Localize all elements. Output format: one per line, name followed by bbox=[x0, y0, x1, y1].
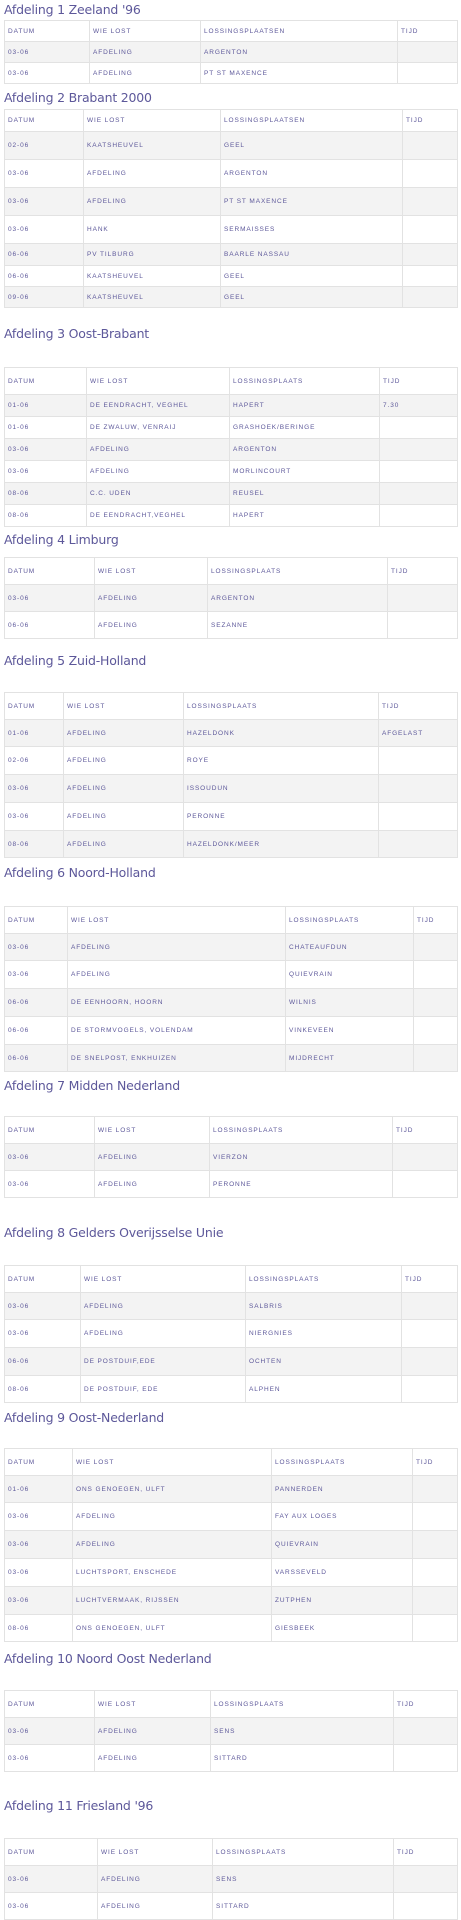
cell-wie-lost: KAATSHEUVEL bbox=[84, 132, 221, 160]
cell-tijd bbox=[380, 417, 458, 439]
cell-lossingsplaatsen: GEEL bbox=[221, 287, 403, 308]
cell-wie-lost: ONS GENOEGEN, ULFT bbox=[73, 1476, 272, 1503]
column-header-datum: DATUM bbox=[5, 907, 68, 934]
cell-datum: 08-06 bbox=[5, 505, 87, 527]
cell-datum: 03-06 bbox=[5, 461, 87, 483]
column-header-wie-lost: WIE LOST bbox=[87, 368, 230, 395]
column-header-lossingsplaatsen: LOSSINGSPLAATSEN bbox=[221, 110, 403, 132]
table-row bbox=[5, 1293, 458, 1320]
cell-tijd bbox=[414, 934, 458, 961]
cell-lossingsplaatsen: PT ST MAXENCE bbox=[221, 188, 403, 216]
section-title: Afdeling 8 Gelders Overijsselse Unie bbox=[4, 1225, 224, 1240]
schedule-table bbox=[4, 1265, 458, 1403]
cell-lossingsplaats: HAZELDONK/MEER bbox=[184, 831, 379, 858]
cell-tijd bbox=[403, 188, 458, 216]
section-title: Afdeling 7 Midden Nederland bbox=[4, 1078, 180, 1093]
column-header-wie-lost: WIE LOST bbox=[73, 1449, 272, 1476]
cell-lossingsplaats: ISSOUDUN bbox=[184, 775, 379, 803]
cell-lossingsplaats: PERONNE bbox=[184, 803, 379, 831]
cell-tijd bbox=[394, 1893, 458, 1920]
column-header-lossingsplaats: LOSSINGSPLAATS bbox=[286, 907, 414, 934]
cell-datum: 03-06 bbox=[5, 439, 87, 461]
column-header-wie-lost: WIE LOST bbox=[68, 907, 286, 934]
cell-tijd bbox=[398, 42, 458, 63]
table-header-row bbox=[5, 693, 458, 720]
table-row bbox=[5, 1376, 458, 1403]
cell-wie-lost: AFDELING bbox=[64, 803, 184, 831]
cell-lossingsplaats: VARSSEVELD bbox=[272, 1559, 413, 1587]
cell-lossingsplaats: SITTARD bbox=[213, 1893, 394, 1920]
table-row bbox=[5, 803, 458, 831]
section-title: Afdeling 2 Brabant 2000 bbox=[4, 90, 152, 105]
table-row bbox=[5, 216, 458, 244]
table-header-row bbox=[5, 1449, 458, 1476]
column-header-tijd: TIJD bbox=[388, 558, 458, 585]
column-header-tijd: TIJD bbox=[394, 1691, 458, 1718]
column-header-datum: DATUM bbox=[5, 1691, 95, 1718]
column-header-lossingsplaats: LOSSINGSPLAATS bbox=[184, 693, 379, 720]
table-header-row bbox=[5, 907, 458, 934]
cell-datum: 06-06 bbox=[5, 1017, 68, 1045]
cell-wie-lost: DE EENDRACHT,VEGHEL bbox=[87, 505, 230, 527]
cell-tijd bbox=[413, 1531, 458, 1559]
table-row bbox=[5, 1615, 458, 1642]
cell-wie-lost: AFDELING bbox=[98, 1866, 213, 1893]
table-row bbox=[5, 775, 458, 803]
cell-wie-lost: DE SNELPOST, ENKHUIZEN bbox=[68, 1045, 286, 1072]
table-header-row bbox=[5, 21, 458, 42]
section-title: Afdeling 6 Noord-Holland bbox=[4, 865, 156, 880]
cell-wie-lost: AFDELING bbox=[73, 1503, 272, 1531]
cell-lossingsplaatsen: SERMAISSES bbox=[221, 216, 403, 244]
cell-wie-lost: DE ZWALUW, VENRAIJ bbox=[87, 417, 230, 439]
table-row bbox=[5, 1320, 458, 1348]
cell-datum: 09-06 bbox=[5, 287, 84, 308]
cell-lossingsplaats: SITTARD bbox=[211, 1745, 394, 1772]
cell-lossingsplaats: WILNIS bbox=[286, 989, 414, 1017]
table-row bbox=[5, 1476, 458, 1503]
schedule-table bbox=[4, 367, 458, 527]
cell-lossingsplaatsen: PT ST MAXENCE bbox=[201, 63, 398, 84]
cell-tijd bbox=[403, 266, 458, 287]
column-header-datum: DATUM bbox=[5, 693, 64, 720]
cell-tijd bbox=[402, 1376, 458, 1403]
cell-tijd: 7.30 bbox=[380, 395, 458, 417]
table-row bbox=[5, 63, 458, 84]
cell-datum: 03-06 bbox=[5, 42, 90, 63]
schedule-table bbox=[4, 1690, 458, 1772]
column-header-datum: DATUM bbox=[5, 558, 95, 585]
table-row bbox=[5, 1718, 458, 1745]
cell-wie-lost: AFDELING bbox=[64, 831, 184, 858]
section-title: Afdeling 4 Limburg bbox=[4, 532, 119, 547]
cell-lossingsplaats: MIJDRECHT bbox=[286, 1045, 414, 1072]
cell-datum: 03-06 bbox=[5, 160, 84, 188]
cell-lossingsplaats: SALBRIS bbox=[246, 1293, 402, 1320]
cell-wie-lost: AFDELING bbox=[73, 1531, 272, 1559]
cell-lossingsplaats: REUSEL bbox=[230, 483, 380, 505]
cell-lossingsplaats: PANNERDEN bbox=[272, 1476, 413, 1503]
column-header-lossingsplaats: LOSSINGSPLAATS bbox=[210, 1117, 393, 1144]
cell-tijd bbox=[379, 747, 458, 775]
table-row bbox=[5, 505, 458, 527]
column-header-datum: DATUM bbox=[5, 1117, 95, 1144]
column-header-lossingsplaats: LOSSINGSPLAATS bbox=[272, 1449, 413, 1476]
column-header-lossingsplaats: LOSSINGSPLAATS bbox=[230, 368, 380, 395]
cell-tijd bbox=[388, 612, 458, 639]
column-header-wie-lost: WIE LOST bbox=[90, 21, 201, 42]
cell-wie-lost: AFDELING bbox=[90, 42, 201, 63]
cell-datum: 06-06 bbox=[5, 612, 95, 639]
cell-datum: 03-06 bbox=[5, 775, 64, 803]
column-header-wie-lost: WIE LOST bbox=[98, 1839, 213, 1866]
cell-datum: 06-06 bbox=[5, 1045, 68, 1072]
table-row bbox=[5, 395, 458, 417]
cell-wie-lost: AFDELING bbox=[64, 747, 184, 775]
cell-wie-lost: AFDELING bbox=[95, 612, 208, 639]
column-header-wie-lost: WIE LOST bbox=[64, 693, 184, 720]
cell-datum: 03-06 bbox=[5, 1745, 95, 1772]
table-row bbox=[5, 287, 458, 308]
table-row bbox=[5, 1348, 458, 1376]
cell-lossingsplaats: SENS bbox=[211, 1718, 394, 1745]
table-row bbox=[5, 244, 458, 266]
cell-wie-lost: AFDELING bbox=[84, 188, 221, 216]
cell-tijd bbox=[403, 160, 458, 188]
cell-tijd bbox=[414, 1045, 458, 1072]
cell-wie-lost: AFDELING bbox=[68, 961, 286, 989]
schedule-table bbox=[4, 557, 458, 639]
column-header-wie-lost: WIE LOST bbox=[95, 1691, 211, 1718]
cell-lossingsplaats: SENS bbox=[213, 1866, 394, 1893]
cell-datum: 08-06 bbox=[5, 1376, 81, 1403]
cell-lossingsplaatsen: GEEL bbox=[221, 132, 403, 160]
table-row bbox=[5, 1531, 458, 1559]
table-row bbox=[5, 1559, 458, 1587]
cell-wie-lost: AFDELING bbox=[64, 720, 184, 747]
table-row bbox=[5, 1587, 458, 1615]
cell-tijd bbox=[403, 244, 458, 266]
column-header-lossingsplaats: LOSSINGSPLAATS bbox=[208, 558, 388, 585]
cell-wie-lost: DE POSTDUIF,EDE bbox=[81, 1348, 246, 1376]
cell-lossingsplaats: HAPERT bbox=[230, 505, 380, 527]
section-title: Afdeling 10 Noord Oost Nederland bbox=[4, 1651, 212, 1666]
column-header-tijd: TIJD bbox=[403, 110, 458, 132]
cell-wie-lost: C.C. UDEN bbox=[87, 483, 230, 505]
cell-datum: 03-06 bbox=[5, 1718, 95, 1745]
column-header-tijd: TIJD bbox=[402, 1266, 458, 1293]
column-header-datum: DATUM bbox=[5, 21, 90, 42]
table-row bbox=[5, 585, 458, 612]
cell-lossingsplaats: QUIEVRAIN bbox=[272, 1531, 413, 1559]
cell-datum: 01-06 bbox=[5, 1476, 73, 1503]
table-header-row bbox=[5, 558, 458, 585]
table-row bbox=[5, 747, 458, 775]
cell-datum: 08-06 bbox=[5, 1615, 73, 1642]
table-row bbox=[5, 1893, 458, 1920]
cell-tijd bbox=[380, 505, 458, 527]
cell-tijd bbox=[413, 1476, 458, 1503]
cell-wie-lost: AFDELING bbox=[81, 1320, 246, 1348]
table-row bbox=[5, 989, 458, 1017]
cell-datum: 06-06 bbox=[5, 244, 84, 266]
cell-tijd bbox=[403, 132, 458, 160]
cell-lossingsplaats: NIERGNIES bbox=[246, 1320, 402, 1348]
column-header-tijd: TIJD bbox=[393, 1117, 458, 1144]
cell-tijd bbox=[403, 216, 458, 244]
cell-lossingsplaats: ARGENTON bbox=[208, 585, 388, 612]
schedule-table bbox=[4, 906, 458, 1072]
column-header-datum: DATUM bbox=[5, 1266, 81, 1293]
cell-tijd bbox=[414, 1017, 458, 1045]
cell-lossingsplaatsen: GEEL bbox=[221, 266, 403, 287]
column-header-tijd: TIJD bbox=[380, 368, 458, 395]
cell-datum: 03-06 bbox=[5, 961, 68, 989]
table-row bbox=[5, 266, 458, 287]
table-row bbox=[5, 720, 458, 747]
cell-tijd bbox=[394, 1866, 458, 1893]
cell-tijd bbox=[413, 1587, 458, 1615]
cell-lossingsplaatsen: BAARLE NASSAU bbox=[221, 244, 403, 266]
column-header-tijd: TIJD bbox=[394, 1839, 458, 1866]
table-row bbox=[5, 483, 458, 505]
cell-lossingsplaats: ROYE bbox=[184, 747, 379, 775]
schedule-table bbox=[4, 692, 458, 858]
schedule-table bbox=[4, 20, 458, 84]
table-header-row bbox=[5, 1839, 458, 1866]
cell-datum: 06-06 bbox=[5, 1348, 81, 1376]
cell-lossingsplaats: GRASHOEK/BERINGE bbox=[230, 417, 380, 439]
cell-wie-lost: AFDELING bbox=[84, 160, 221, 188]
column-header-lossingsplaats: LOSSINGSPLAATS bbox=[213, 1839, 394, 1866]
cell-tijd bbox=[394, 1718, 458, 1745]
cell-wie-lost: AFDELING bbox=[95, 1144, 210, 1171]
cell-datum: 03-06 bbox=[5, 585, 95, 612]
cell-tijd bbox=[388, 585, 458, 612]
cell-tijd bbox=[402, 1348, 458, 1376]
cell-wie-lost: DE STORMVOGELS, VOLENDAM bbox=[68, 1017, 286, 1045]
cell-datum: 03-06 bbox=[5, 1171, 95, 1198]
section-title: Afdeling 5 Zuid-Holland bbox=[4, 653, 147, 668]
column-header-wie-lost: WIE LOST bbox=[95, 1117, 210, 1144]
column-header-datum: DATUM bbox=[5, 110, 84, 132]
column-header-datum: DATUM bbox=[5, 1839, 98, 1866]
cell-wie-lost: AFDELING bbox=[95, 1718, 211, 1745]
cell-tijd bbox=[398, 63, 458, 84]
table-row bbox=[5, 1045, 458, 1072]
schedule-table bbox=[4, 1116, 458, 1198]
table-row bbox=[5, 1171, 458, 1198]
column-header-tijd: TIJD bbox=[413, 1449, 458, 1476]
cell-tijd bbox=[393, 1144, 458, 1171]
section-title: Afdeling 3 Oost-Brabant bbox=[4, 326, 149, 341]
cell-datum: 06-06 bbox=[5, 266, 84, 287]
cell-datum: 03-06 bbox=[5, 1503, 73, 1531]
cell-tijd bbox=[413, 1559, 458, 1587]
cell-wie-lost: ONS GENOEGEN, ULFT bbox=[73, 1615, 272, 1642]
cell-datum: 02-06 bbox=[5, 747, 64, 775]
cell-lossingsplaats: GIESBEEK bbox=[272, 1615, 413, 1642]
cell-lossingsplaats: ALPHEN bbox=[246, 1376, 402, 1403]
column-header-tijd: TIJD bbox=[379, 693, 458, 720]
cell-tijd bbox=[394, 1745, 458, 1772]
cell-lossingsplaats: VIERZON bbox=[210, 1144, 393, 1171]
cell-datum: 01-06 bbox=[5, 395, 87, 417]
table-row bbox=[5, 831, 458, 858]
cell-wie-lost: KAATSHEUVEL bbox=[84, 266, 221, 287]
table-row bbox=[5, 961, 458, 989]
table-row bbox=[5, 461, 458, 483]
cell-tijd bbox=[379, 803, 458, 831]
cell-wie-lost: LUCHTVERMAAK, RIJSSEN bbox=[73, 1587, 272, 1615]
cell-datum: 03-06 bbox=[5, 1320, 81, 1348]
column-header-lossingsplaats: LOSSINGSPLAATS bbox=[246, 1266, 402, 1293]
cell-datum: 03-06 bbox=[5, 216, 84, 244]
cell-datum: 06-06 bbox=[5, 989, 68, 1017]
column-header-wie-lost: WIE LOST bbox=[81, 1266, 246, 1293]
cell-datum: 03-06 bbox=[5, 188, 84, 216]
cell-lossingsplaatsen: ARGENTON bbox=[201, 42, 398, 63]
cell-datum: 03-06 bbox=[5, 803, 64, 831]
cell-datum: 02-06 bbox=[5, 132, 84, 160]
cell-tijd bbox=[379, 831, 458, 858]
cell-lossingsplaats: HAZELDONK bbox=[184, 720, 379, 747]
cell-tijd bbox=[403, 287, 458, 308]
cell-tijd bbox=[380, 439, 458, 461]
cell-wie-lost: PV TILBURG bbox=[84, 244, 221, 266]
cell-wie-lost: AFDELING bbox=[98, 1893, 213, 1920]
column-header-lossingsplaats: LOSSINGSPLAATS bbox=[211, 1691, 394, 1718]
cell-wie-lost: DE POSTDUIF, EDE bbox=[81, 1376, 246, 1403]
cell-wie-lost: DE EENDRACHT, VEGHEL bbox=[87, 395, 230, 417]
column-header-wie-lost: WIE LOST bbox=[84, 110, 221, 132]
schedule-table bbox=[4, 109, 458, 308]
section-title: Afdeling 11 Friesland '96 bbox=[4, 1798, 154, 1813]
section-title: Afdeling 1 Zeeland '96 bbox=[4, 2, 141, 17]
table-row bbox=[5, 132, 458, 160]
cell-wie-lost: AFDELING bbox=[95, 585, 208, 612]
table-row bbox=[5, 1017, 458, 1045]
table-row bbox=[5, 1503, 458, 1531]
cell-datum: 08-06 bbox=[5, 483, 87, 505]
cell-wie-lost: AFDELING bbox=[87, 439, 230, 461]
cell-wie-lost: LUCHTSPORT, ENSCHEDE bbox=[73, 1559, 272, 1587]
cell-wie-lost: AFDELING bbox=[87, 461, 230, 483]
column-header-tijd: TIJD bbox=[398, 21, 458, 42]
table-header-row bbox=[5, 1266, 458, 1293]
table-row bbox=[5, 417, 458, 439]
cell-wie-lost: KAATSHEUVEL bbox=[84, 287, 221, 308]
schedule-table bbox=[4, 1838, 458, 1920]
column-header-datum: DATUM bbox=[5, 368, 87, 395]
cell-wie-lost: AFDELING bbox=[95, 1171, 210, 1198]
cell-tijd bbox=[393, 1171, 458, 1198]
table-header-row bbox=[5, 1691, 458, 1718]
table-row bbox=[5, 612, 458, 639]
cell-datum: 03-06 bbox=[5, 1531, 73, 1559]
cell-lossingsplaats: ARGENTON bbox=[230, 439, 380, 461]
cell-wie-lost: HANK bbox=[84, 216, 221, 244]
schedule-table bbox=[4, 1448, 458, 1642]
cell-wie-lost: AFDELING bbox=[95, 1745, 211, 1772]
table-row bbox=[5, 1866, 458, 1893]
cell-wie-lost: AFDELING bbox=[64, 775, 184, 803]
cell-lossingsplaats: ZUTPHEN bbox=[272, 1587, 413, 1615]
cell-datum: 03-06 bbox=[5, 1559, 73, 1587]
table-row bbox=[5, 42, 458, 63]
column-header-lossingsplaatsen: LOSSINGSPLAATSEN bbox=[201, 21, 398, 42]
cell-datum: 03-06 bbox=[5, 1587, 73, 1615]
cell-tijd bbox=[414, 961, 458, 989]
cell-datum: 08-06 bbox=[5, 831, 64, 858]
cell-wie-lost: AFDELING bbox=[81, 1293, 246, 1320]
column-header-datum: DATUM bbox=[5, 1449, 73, 1476]
cell-lossingsplaats: PERONNE bbox=[210, 1171, 393, 1198]
table-row bbox=[5, 439, 458, 461]
cell-lossingsplaats: QUIEVRAIN bbox=[286, 961, 414, 989]
column-header-wie-lost: WIE LOST bbox=[95, 558, 208, 585]
cell-datum: 03-06 bbox=[5, 1893, 98, 1920]
cell-tijd: AFGELAST bbox=[379, 720, 458, 747]
cell-lossingsplaats: OCHTEN bbox=[246, 1348, 402, 1376]
cell-datum: 03-06 bbox=[5, 1293, 81, 1320]
cell-lossingsplaats: MORLINCOURT bbox=[230, 461, 380, 483]
cell-tijd bbox=[413, 1503, 458, 1531]
cell-lossingsplaats: CHATEAUFDUN bbox=[286, 934, 414, 961]
cell-datum: 01-06 bbox=[5, 720, 64, 747]
cell-datum: 03-06 bbox=[5, 63, 90, 84]
cell-wie-lost: AFDELING bbox=[68, 934, 286, 961]
cell-lossingsplaats: HAPERT bbox=[230, 395, 380, 417]
table-row bbox=[5, 188, 458, 216]
table-row bbox=[5, 934, 458, 961]
cell-tijd bbox=[413, 1615, 458, 1642]
cell-lossingsplaats: SEZANNE bbox=[208, 612, 388, 639]
table-row bbox=[5, 1144, 458, 1171]
cell-tijd bbox=[402, 1293, 458, 1320]
table-header-row bbox=[5, 368, 458, 395]
cell-wie-lost: AFDELING bbox=[90, 63, 201, 84]
table-row bbox=[5, 1745, 458, 1772]
cell-tijd bbox=[414, 989, 458, 1017]
cell-datum: 01-06 bbox=[5, 417, 87, 439]
cell-tijd bbox=[402, 1320, 458, 1348]
cell-tijd bbox=[380, 461, 458, 483]
column-header-tijd: TIJD bbox=[414, 907, 458, 934]
cell-datum: 03-06 bbox=[5, 1144, 95, 1171]
cell-wie-lost: DE EENHOORN, HOORN bbox=[68, 989, 286, 1017]
cell-tijd bbox=[379, 775, 458, 803]
table-row bbox=[5, 160, 458, 188]
table-header-row bbox=[5, 1117, 458, 1144]
cell-tijd bbox=[380, 483, 458, 505]
cell-datum: 03-06 bbox=[5, 934, 68, 961]
table-header-row bbox=[5, 110, 458, 132]
cell-datum: 03-06 bbox=[5, 1866, 98, 1893]
section-title: Afdeling 9 Oost-Nederland bbox=[4, 1410, 165, 1425]
cell-lossingsplaatsen: ARGENTON bbox=[221, 160, 403, 188]
cell-lossingsplaats: VINKEVEEN bbox=[286, 1017, 414, 1045]
cell-lossingsplaats: FAY AUX LOGES bbox=[272, 1503, 413, 1531]
